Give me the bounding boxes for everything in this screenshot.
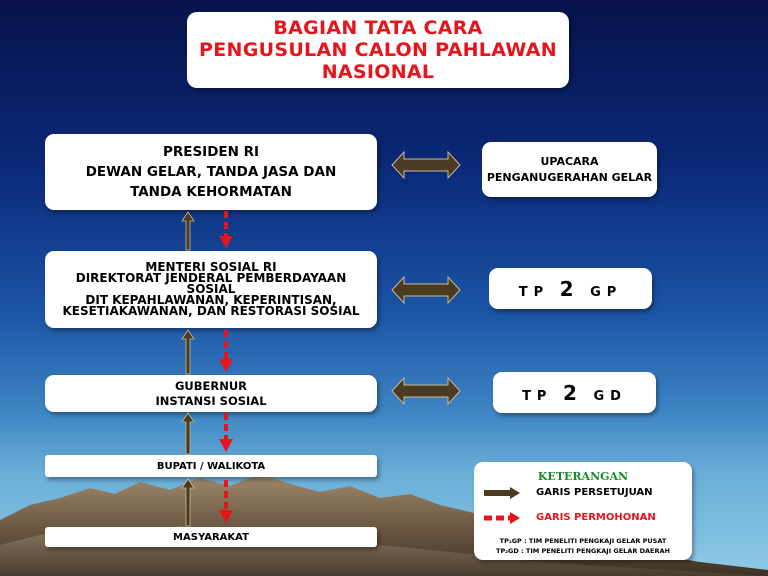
legend-note-2: TP₂GD : TIM PENELITI PENGKAJI GELAR DAERAH — [496, 547, 670, 555]
menteri-line-4: DIT KEPAHLAWANAN, KEPERINTISAN, — [85, 293, 337, 307]
menteri-line-3: SOSIAL — [186, 282, 236, 296]
down-arrow-menteri-gubernur — [219, 330, 233, 372]
menteri-line-1: MENTERI SOSIAL RI — [145, 260, 277, 274]
presiden-line-3: TANDA KEHORMATAN — [130, 184, 292, 200]
tp2gp-num: 2 — [559, 276, 580, 301]
upacara-line-1: UPACARA — [540, 154, 599, 168]
gubernur-line-1: GUBERNUR — [174, 378, 248, 393]
request-arrow-icon — [482, 512, 522, 524]
tp2gp-prefix: TP — [518, 284, 550, 300]
double-arrow-presiden-upacara — [392, 152, 460, 178]
gubernur-line-2: INSTANSI SOSIAL — [155, 393, 267, 408]
legend-request-label: GARIS PERMOHONAN — [536, 512, 656, 523]
menteri-line-2: DIREKTORAT JENDERAL PEMBERDAYAAN — [75, 271, 347, 285]
double-arrow-menteri-tp2gp — [392, 277, 460, 303]
legend-box — [474, 462, 692, 560]
up-arrow-bupati-gubernur — [182, 413, 194, 454]
title-line-3: NASIONAL — [321, 61, 435, 83]
presiden-line-2: DEWAN GELAR, TANDA JASA DAN — [85, 164, 337, 180]
title-line-1: BAGIAN TATA CARA — [273, 17, 483, 39]
tp2gd-suffix: GD — [593, 388, 627, 404]
down-arrow-presiden-menteri — [219, 211, 233, 248]
double-arrow-gubernur-tp2gd — [392, 378, 460, 404]
legend-notes — [474, 536, 692, 556]
title-line-2: PENGUSULAN CALON PAHLAWAN — [199, 39, 557, 61]
down-arrow-gubernur-bupati — [219, 413, 233, 452]
tp2gd-num: 2 — [563, 380, 583, 405]
legend-title: KETERANGAN — [537, 470, 629, 483]
tp2gd-prefix: TP — [522, 388, 553, 404]
masyarakat-label: MASYARAKAT — [173, 531, 249, 543]
presiden-line-1: PRESIDEN RI — [162, 144, 260, 160]
tp2gp-suffix: GP — [590, 284, 623, 300]
menteri-line-5: KESETIAKAWANAN, DAN RESTORASI SOSIAL — [62, 304, 360, 318]
upacara-line-2: PENGANUGERAHAN GELAR — [486, 170, 653, 184]
approval-arrow-icon — [482, 487, 522, 499]
down-arrow-bupati-masyarakat — [219, 480, 233, 523]
legend-note-1: TP₂GP : TIM PENELITI PENGKAJI GELAR PUSAT — [499, 537, 667, 545]
up-arrow-menteri-presiden — [182, 212, 194, 250]
bupati-label: BUPATI / WALIKOTA — [156, 460, 266, 472]
up-arrow-masyarakat-bupati — [182, 479, 194, 526]
legend-approval-label: GARIS PERSETUJUAN — [536, 487, 653, 498]
up-arrow-gubernur-menteri — [182, 330, 194, 374]
